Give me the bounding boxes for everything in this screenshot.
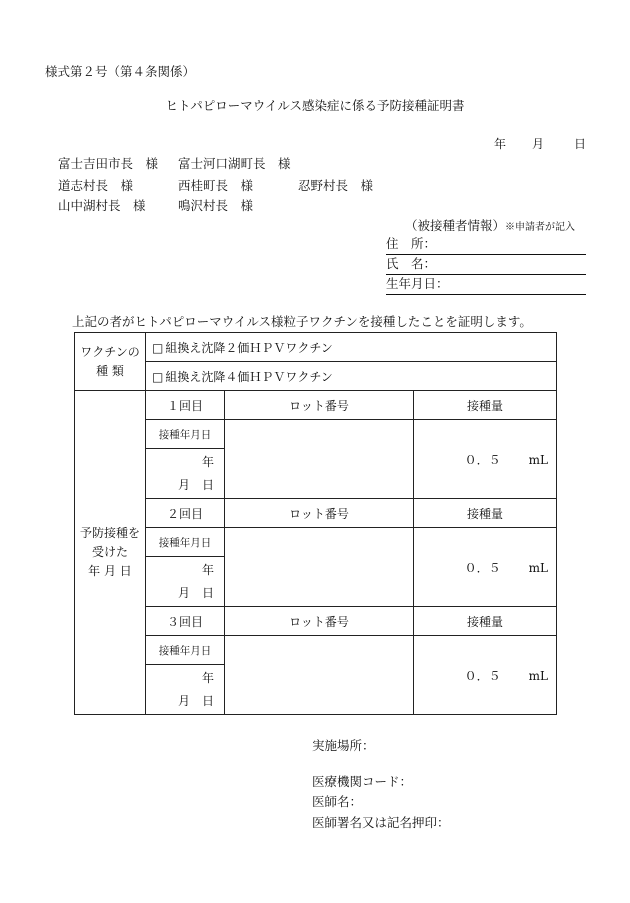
vaccine-option-label: 組換え沈降４価ＨＰＶワクチン — [165, 369, 333, 384]
vaccine-option-quadrivalent[interactable] — [146, 362, 557, 391]
dose-cell[interactable] — [414, 420, 557, 499]
date-header: 接種年月日 — [146, 420, 225, 449]
dose-header: 接種量 — [414, 391, 557, 420]
lot-number-header: ロット番号 — [225, 391, 414, 420]
lot-number-cell[interactable] — [225, 528, 414, 607]
dose-value: ０．５ — [464, 560, 501, 575]
form-number: 様式第２号（第４条関係） — [45, 64, 196, 79]
address-field[interactable] — [386, 238, 586, 255]
addressee: 西桂町長 様 — [178, 178, 254, 193]
dose-header: 接種量 — [414, 499, 557, 528]
dob-label: 生年月日： — [386, 276, 449, 291]
date-year: 年 — [494, 137, 507, 151]
round-header-row — [75, 391, 557, 420]
dose-unit: mL — [528, 668, 549, 683]
round-header-row — [75, 607, 557, 636]
dose-cell[interactable] — [414, 528, 557, 607]
dob-field[interactable] — [386, 278, 586, 295]
doctor-signature-label: 医師署名又は記名押印： — [312, 815, 450, 830]
vaccination-date-cell[interactable]: 年 月 日 — [146, 449, 225, 499]
lot-number-header: ロット番号 — [225, 499, 414, 528]
applicant-note: ※申請者が記入 — [505, 222, 576, 233]
vaccine-option-bivalent[interactable] — [146, 333, 557, 362]
certification-statement: 上記の者がヒトパピローマウイルス様粒子ワクチンを接種したことを証明します。 — [72, 314, 532, 329]
addressee: 忍野村長 様 — [298, 178, 374, 193]
dose-cell[interactable] — [414, 636, 557, 715]
lot-number-cell[interactable] — [225, 636, 414, 715]
institution-code-label: 医療機関コード： — [312, 774, 413, 789]
dose-value: ０．５ — [464, 668, 501, 683]
round-date-row — [75, 636, 557, 665]
vaccine-type-label: ワクチンの 種 類 — [75, 333, 146, 391]
date-day: 日 — [574, 137, 587, 151]
addressee: 鳴沢村長 様 — [178, 198, 254, 213]
vaccine-row — [75, 362, 557, 391]
addressee: 富士河口湖町長 様 — [178, 156, 291, 171]
vaccine-row — [75, 333, 557, 362]
applicant-info-header — [405, 220, 575, 233]
date-month: 月 — [532, 137, 545, 151]
date-header: 接種年月日 — [146, 636, 225, 665]
round-header-row — [75, 499, 557, 528]
round-date-row — [75, 420, 557, 449]
document-title: ヒトパピローマウイルス感染症に係る予防接種証明書 — [165, 98, 465, 113]
name-field[interactable] — [386, 258, 586, 275]
round-label: ２回目 — [146, 499, 225, 528]
round-label: ３回目 — [146, 607, 225, 636]
vaccination-table — [74, 332, 557, 715]
dose-header: 接種量 — [414, 607, 557, 636]
dose-unit: mL — [528, 452, 549, 467]
vaccination-date-cell[interactable]: 年 月 日 — [146, 665, 225, 715]
checkbox-icon[interactable]: □ — [152, 369, 164, 384]
date-header: 接種年月日 — [146, 528, 225, 557]
applicant-info-title: （被接種者情報） — [405, 218, 506, 233]
doctor-name-label: 医師名： — [312, 794, 363, 809]
dose-unit: mL — [528, 560, 549, 575]
addressee: 山中湖村長 様 — [58, 198, 146, 213]
lot-number-cell[interactable] — [225, 420, 414, 499]
checkbox-icon[interactable]: □ — [152, 340, 164, 355]
addressee: 富士吉田市長 様 — [58, 156, 159, 171]
name-label: 氏 名： — [386, 256, 437, 271]
round-date-row — [75, 528, 557, 557]
lot-number-header: ロット番号 — [225, 607, 414, 636]
location-label: 実施場所： — [312, 738, 375, 753]
vaccine-option-label: 組換え沈降２価ＨＰＶワクチン — [165, 340, 333, 355]
addressee: 道志村長 様 — [58, 178, 134, 193]
dose-value: ０．５ — [464, 452, 501, 467]
address-label: 住 所： — [386, 236, 437, 251]
round-label: １回目 — [146, 391, 225, 420]
vaccination-date-section-label: 予防接種を 受けた 年 月 日 — [75, 391, 146, 715]
vaccination-date-cell[interactable]: 年 月 日 — [146, 557, 225, 607]
